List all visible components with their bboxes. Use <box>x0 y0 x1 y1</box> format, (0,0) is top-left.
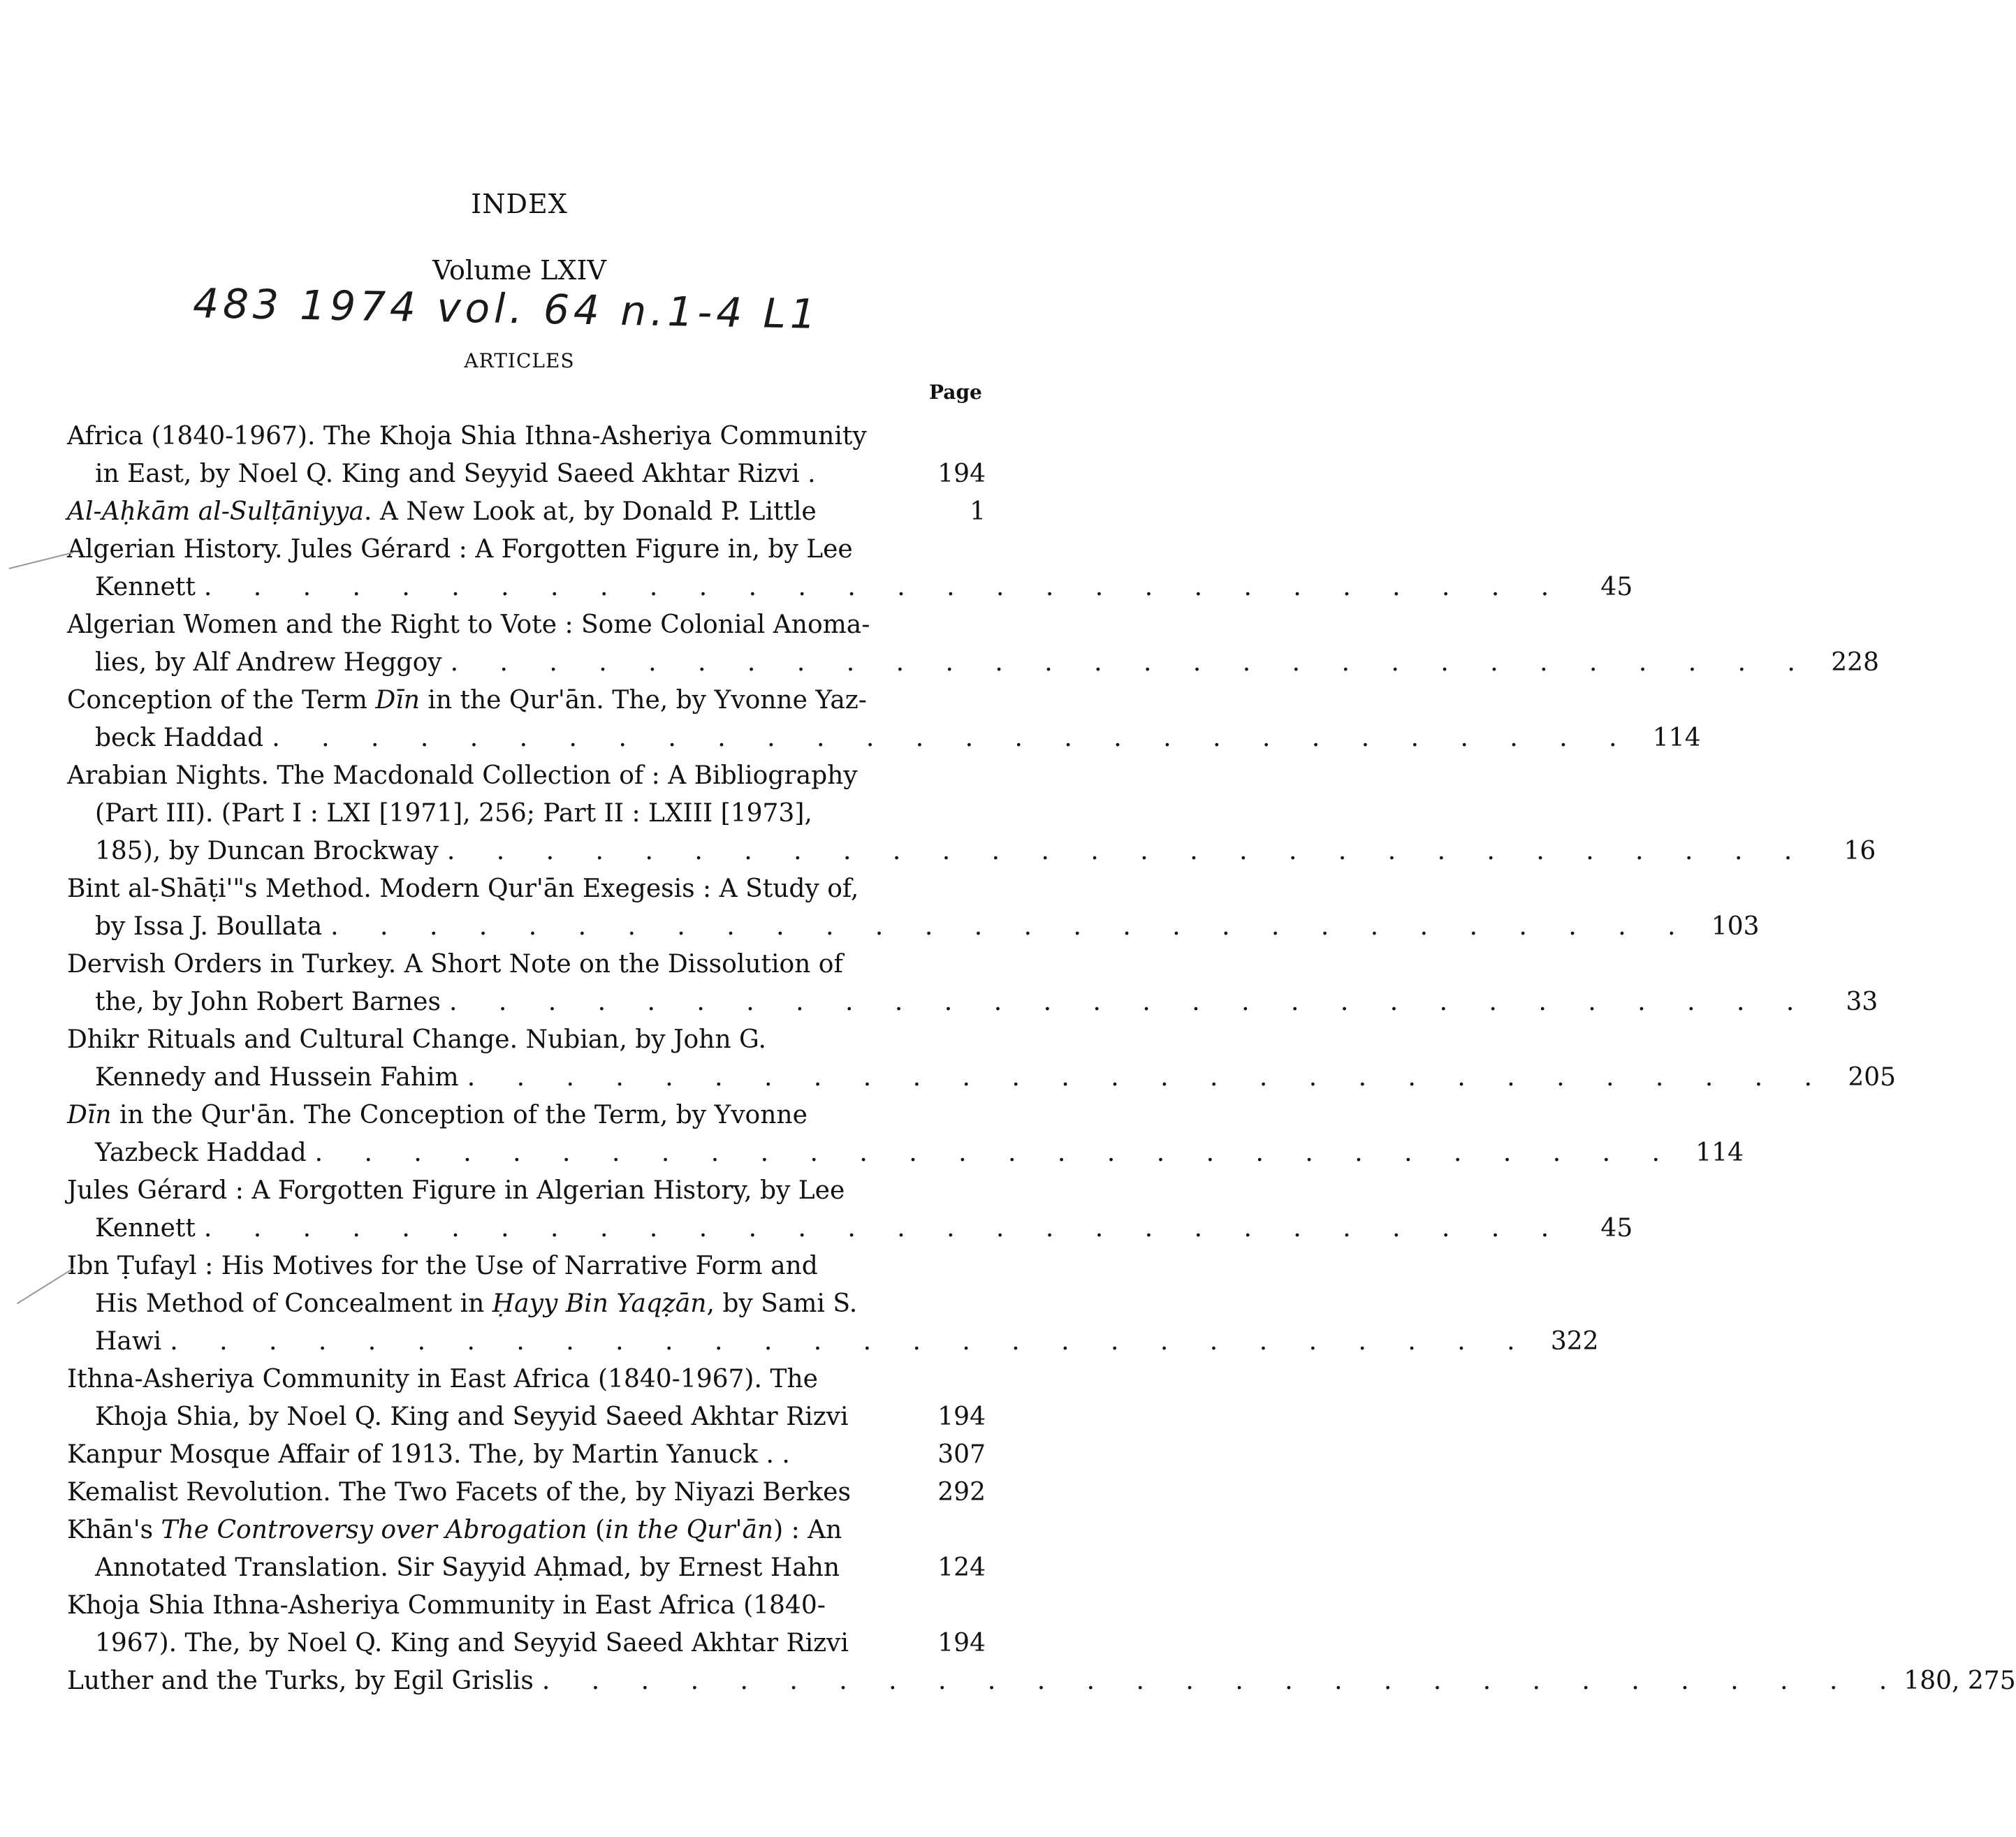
entry-line <box>67 493 986 531</box>
entry-line <box>67 757 986 795</box>
index-entry <box>67 531 1633 606</box>
entry-text: Dervish Orders in Turkey. A Short Note on the Dissolution of <box>67 950 843 979</box>
page-number: 16 <box>1843 837 1876 865</box>
entry-text: Dhikr Rituals and Cultural Change. Nubian, by John G. <box>67 1025 766 1054</box>
index-entry <box>67 418 986 493</box>
index-entry <box>67 1097 1744 1172</box>
index-list <box>67 418 2016 1700</box>
entry-line <box>67 531 986 569</box>
leader-dots: . . . . . . . . . . . . . . . . . . . . . . . . . . . . <box>541 1667 1904 1695</box>
entry-text: lies, by Alf Andrew Heggoy <box>95 648 442 677</box>
entry-text: Kennedy and Hussein Fahim <box>95 1063 459 1092</box>
page-number: 228 <box>1831 648 1879 677</box>
entry-line <box>67 1587 986 1625</box>
entry-line <box>67 1625 986 1662</box>
entry-text: Arabian Nights. The Macdonald Collection of : A Bibliography <box>67 761 858 790</box>
entry-text: Conception of the Term Dīn in the Qur'ān. The, by Yvonne Yaz- <box>67 686 867 715</box>
entry-line <box>67 1210 1633 1247</box>
leader-dots <box>851 1474 919 1512</box>
leader-dots: . . . . . . . . . . . . . . . . . . . . . . . . . . . . <box>203 573 1566 601</box>
index-entry <box>67 1512 986 1587</box>
index-entry <box>67 493 986 531</box>
entry-text: beck Haddad <box>95 724 264 752</box>
entry-line <box>67 1172 986 1210</box>
entry-text: Luther and the Turks, by Egil Grislis <box>67 1667 534 1695</box>
entry-line <box>67 1285 986 1323</box>
entry-line <box>67 1512 986 1549</box>
index-entry <box>67 1662 2016 1700</box>
entry-line <box>67 1474 986 1512</box>
entry-line <box>67 719 1701 757</box>
index-entry <box>67 1021 1897 1097</box>
entry-line <box>67 1059 1897 1097</box>
leader-dots <box>849 1398 919 1436</box>
entry-text: by Issa J. Boullata <box>95 912 323 941</box>
page-number: 45 <box>1600 1214 1633 1243</box>
page-number: 45 <box>1600 573 1633 601</box>
entry-line <box>67 682 986 719</box>
volume-label: Volume LXIV <box>432 255 606 286</box>
entry-text: in East, by Noel Q. King and Seyyid Saeed Akhtar Rizvi . <box>95 460 816 488</box>
index-entry <box>67 870 1760 946</box>
entry-text: Ithna-Asheriya Community in East Africa (1840-1967). The <box>67 1365 818 1393</box>
leader-dots: . . . . . . . . . . . . . . . . . . . . . . . . . . . . <box>203 1214 1566 1243</box>
index-entry <box>67 757 1876 870</box>
page-title: INDEX <box>471 189 568 219</box>
entry-text: Hawi <box>95 1327 162 1356</box>
leader-dots <box>790 1436 919 1474</box>
index-entry <box>67 946 1878 1021</box>
entry-text: the, by John Robert Barnes <box>95 988 441 1016</box>
index-entry <box>67 1247 1599 1361</box>
entry-line <box>67 1097 986 1134</box>
entry-text: 1967). The, by Noel Q. King and Seyyid Saeed Akhtar Rizvi <box>95 1629 849 1657</box>
entry-line <box>67 1436 986 1474</box>
entry-line <box>67 1361 986 1398</box>
entry-line <box>67 569 1633 606</box>
entry-text: His Method of Concealment in Ḥayy Bin Yaqẓān, by Sami S. <box>95 1289 858 1318</box>
pencil-mark <box>9 552 74 569</box>
page-number: 114 <box>1695 1139 1744 1167</box>
entry-line <box>67 644 1879 682</box>
entry-line <box>67 983 1878 1021</box>
leader-dots <box>816 455 919 493</box>
entry-text: Dīn in the Qur'ān. The Conception of the Term, by Yvonne <box>67 1101 808 1129</box>
leader-dots: . . . . . . . . . . . . . . . . . . . . . . . . . . . . <box>170 1327 1532 1356</box>
leader-dots: . . . . . . . . . . . . . . . . . . . . . . . . . . . . <box>467 1063 1829 1092</box>
entry-line <box>67 833 1876 870</box>
leader-dots <box>840 1549 919 1587</box>
page-number: 194 <box>937 1629 986 1657</box>
entry-line <box>67 1021 986 1059</box>
entry-text: Annotated Translation. Sir Sayyid Aḥmad, by Ernest Hahn <box>95 1553 840 1582</box>
page-number: 322 <box>1550 1327 1599 1356</box>
page-column-label: Page <box>929 381 982 404</box>
pencil-mark <box>17 1268 74 1304</box>
index-entry <box>67 606 1879 682</box>
page-number: 124 <box>937 1553 986 1582</box>
index-entry <box>67 1361 986 1436</box>
entry-text: Bint al-Shāṭi'"s Method. Modern Qur'ān Exegesis : A Study of, <box>67 874 859 903</box>
entry-line <box>67 1247 986 1285</box>
page-number: 103 <box>1711 912 1760 941</box>
entry-text: (Part III). (Part I : LXI [1971], 256; Part II : LXIII [1973], <box>95 799 812 828</box>
entry-text: Kanpur Mosque Affair of 1913. The, by Martin Yanuck . . <box>67 1440 790 1469</box>
index-entry <box>67 1436 986 1474</box>
entry-text: Kemalist Revolution. The Two Facets of the, by Niyazi Berkes <box>67 1478 851 1507</box>
entry-text: Algerian Women and the Right to Vote : Some Colonial Anoma- <box>67 610 870 639</box>
entry-line <box>67 1662 2016 1700</box>
entry-text: Khoja Shia, by Noel Q. King and Seyyid Saeed Akhtar Rizvi <box>95 1403 849 1431</box>
index-entry <box>67 1587 986 1662</box>
handwritten-note: 483 1974 vol. 64 n.1-4 L1 <box>192 279 821 338</box>
leader-dots: . . . . . . . . . . . . . . . . . . . . . . . . . . . . <box>450 648 1812 677</box>
entry-line <box>67 795 986 833</box>
leader-dots: . . . . . . . . . . . . . . . . . . . . . . . . . . . . <box>448 988 1811 1016</box>
entry-line <box>67 1323 1599 1361</box>
leader-dots: . . . . . . . . . . . . . . . . . . . . . . . . . . . . <box>272 724 1634 752</box>
section-heading: ARTICLES <box>464 349 575 372</box>
entry-line <box>67 606 986 644</box>
entry-text: Ibn Ṭufayl : His Motives for the Use of Narrative Form and <box>67 1252 818 1280</box>
entry-text: Algerian History. Jules Gérard : A Forgotten Figure in, by Lee <box>67 535 853 564</box>
entry-text: Africa (1840-1967). The Khoja Shia Ithna-Asheriya Community <box>67 422 867 451</box>
page-number: 292 <box>937 1478 986 1507</box>
leader-dots <box>849 1625 919 1662</box>
entry-line <box>67 1398 986 1436</box>
page-number: 1 <box>970 497 986 526</box>
page-number: 194 <box>937 460 986 488</box>
page-number: 33 <box>1846 988 1878 1016</box>
page-number: 114 <box>1652 724 1701 752</box>
index-entry <box>67 682 1701 757</box>
entry-line <box>67 418 986 455</box>
leader-dots <box>817 493 919 531</box>
entry-line <box>67 1134 1744 1172</box>
leader-dots: . . . . . . . . . . . . . . . . . . . . . . . . . . . . <box>314 1139 1677 1167</box>
entry-line <box>67 908 1760 946</box>
index-entry <box>67 1474 986 1512</box>
page-number: 180, 275 <box>1904 1667 2016 1695</box>
entry-text: Khān's The Controversy over Abrogation (in the Qur'ān) : An <box>67 1516 842 1544</box>
entry-line <box>67 870 986 908</box>
entry-text: 185), by Duncan Brockway <box>95 837 439 865</box>
entry-text: Kennett <box>95 1214 196 1243</box>
entry-text: Kennett <box>95 573 196 601</box>
entry-line <box>67 1549 986 1587</box>
page-number: 307 <box>937 1440 986 1469</box>
entry-text: Al-Aḥkām al-Sulṭāniyya. A New Look at, by Donald P. Little <box>67 497 817 526</box>
entry-text: Khoja Shia Ithna-Asheriya Community in East Africa (1840- <box>67 1591 826 1620</box>
entry-text: Jules Gérard : A Forgotten Figure in Algerian History, by Lee <box>67 1176 845 1205</box>
leader-dots: . . . . . . . . . . . . . . . . . . . . . . . . . . . . <box>330 912 1693 941</box>
page-number: 205 <box>1848 1063 1897 1092</box>
entry-line <box>67 946 986 983</box>
page-number: 194 <box>937 1403 986 1431</box>
entry-text: Yazbeck Haddad <box>95 1139 307 1167</box>
leader-dots: . . . . . . . . . . . . . . . . . . . . . . . . . . . . <box>446 837 1809 865</box>
entry-line <box>67 455 986 493</box>
index-entry <box>67 1172 1633 1247</box>
